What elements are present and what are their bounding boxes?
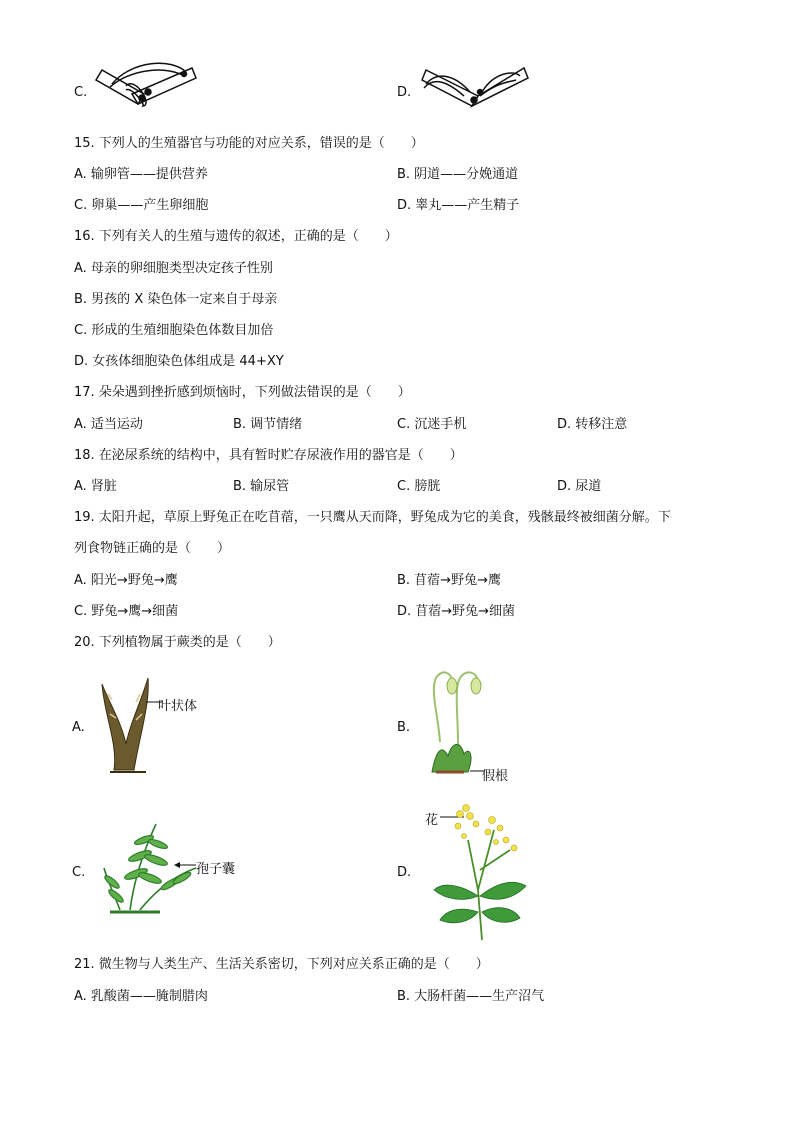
q19-stem-line2: 列食物链正确的是（ ） xyxy=(74,541,231,556)
q18-stem: 18. 在泌尿系统的结构中，具有暂时贮存尿液作用的器官是（ ） xyxy=(74,448,463,463)
q15-option-d[interactable]: D. 睾丸——产生精子 xyxy=(397,198,520,213)
q14-option-d-figure xyxy=(418,62,533,114)
q16-option-d[interactable]: D. 女孩体细胞染色体组成是 44+XY xyxy=(74,354,284,369)
q18-option-d[interactable]: D. 尿道 xyxy=(557,479,602,494)
q17-option-a[interactable]: A. 适当运动 xyxy=(74,417,143,432)
q14-option-c-figure xyxy=(92,62,202,114)
q20-option-d-annotation: 花 xyxy=(425,813,439,828)
q21-option-a[interactable]: A. 乳酸菌——腌制腊肉 xyxy=(74,989,208,1004)
q20-option-a-figure xyxy=(96,674,166,776)
q20-option-c-annotation: 孢子囊 xyxy=(196,862,236,877)
q15-option-b[interactable]: B. 阴道——分娩通道 xyxy=(397,167,519,182)
q18-option-a[interactable]: A. 肾脏 xyxy=(74,479,117,494)
q15-option-c[interactable]: C. 卵巢——产生卵细胞 xyxy=(74,198,209,213)
q16-option-a[interactable]: A. 母亲的卵细胞类型决定孩子性别 xyxy=(74,261,273,276)
q20-option-b-label[interactable]: B. xyxy=(397,720,411,735)
arm-joint-figure-d xyxy=(422,68,528,106)
q17-stem: 17. 朵朵遇到挫折感到烦恼时，下列做法错误的是（ ） xyxy=(74,385,411,400)
arm-joint-figure-c xyxy=(96,63,196,106)
q17-option-b[interactable]: B. 调节情绪 xyxy=(233,417,303,432)
q21-option-b[interactable]: B. 大肠杆菌——生产沼气 xyxy=(397,989,545,1004)
moss-plant-icon xyxy=(432,672,481,772)
q21-stem: 21. 微生物与人类生产、生活关系密切，下列对应关系正确的是（ ） xyxy=(74,957,489,972)
alga-plant-icon xyxy=(102,678,148,772)
q19-option-d[interactable]: D. 苜蓿→野兔→细菌 xyxy=(397,604,516,619)
q19-option-c[interactable]: C. 野兔→鹰→细菌 xyxy=(74,604,179,619)
flowering-plant-icon xyxy=(434,805,526,941)
q19-stem-line1: 19. 太阳升起，草原上野兔正在吃苜蓿，一只鹰从天而降，野兔成为它的美食，残骸最终被细菌分解。下 xyxy=(74,510,671,525)
q19-option-b[interactable]: B. 苜蓿→野兔→鹰 xyxy=(397,573,501,588)
q20-option-b-annotation: 假根 xyxy=(482,769,509,784)
q20-option-b-figure xyxy=(428,664,488,780)
q18-option-b[interactable]: B. 输尿管 xyxy=(233,479,290,494)
q18-option-c[interactable]: C. 膀胱 xyxy=(397,479,441,494)
q14-option-c-label: C. xyxy=(74,85,88,100)
q16-option-c[interactable]: C. 形成的生殖细胞染色体数目加倍 xyxy=(74,323,274,338)
q20-option-d-figure xyxy=(430,800,530,944)
q14-option-d-label: D. xyxy=(397,85,412,100)
q20-stem: 20. 下列植物属于蕨类的是（ ） xyxy=(74,635,281,650)
q17-option-d[interactable]: D. 转移注意 xyxy=(557,417,628,432)
q16-option-b[interactable]: B. 男孩的 X 染色体一定来自于母亲 xyxy=(74,292,278,307)
q20-option-d-label[interactable]: D. xyxy=(397,865,412,880)
q15-stem: 15. 下列人的生殖器官与功能的对应关系，错误的是（ ） xyxy=(74,136,424,151)
q20-option-c-label[interactable]: C. xyxy=(72,865,86,880)
q17-option-c[interactable]: C. 沉迷手机 xyxy=(397,417,467,432)
q15-option-a[interactable]: A. 输卵管——提供营养 xyxy=(74,167,208,182)
q20-option-a-annotation: 叶状体 xyxy=(158,699,198,714)
q16-stem: 16. 下列有关人的生殖与遗传的叙述，正确的是（ ） xyxy=(74,229,398,244)
q19-option-a[interactable]: A. 阳光→野兔→鹰 xyxy=(74,573,178,588)
q20-option-a-label[interactable]: A. xyxy=(72,720,85,735)
q20-option-c-pointer xyxy=(174,858,198,872)
